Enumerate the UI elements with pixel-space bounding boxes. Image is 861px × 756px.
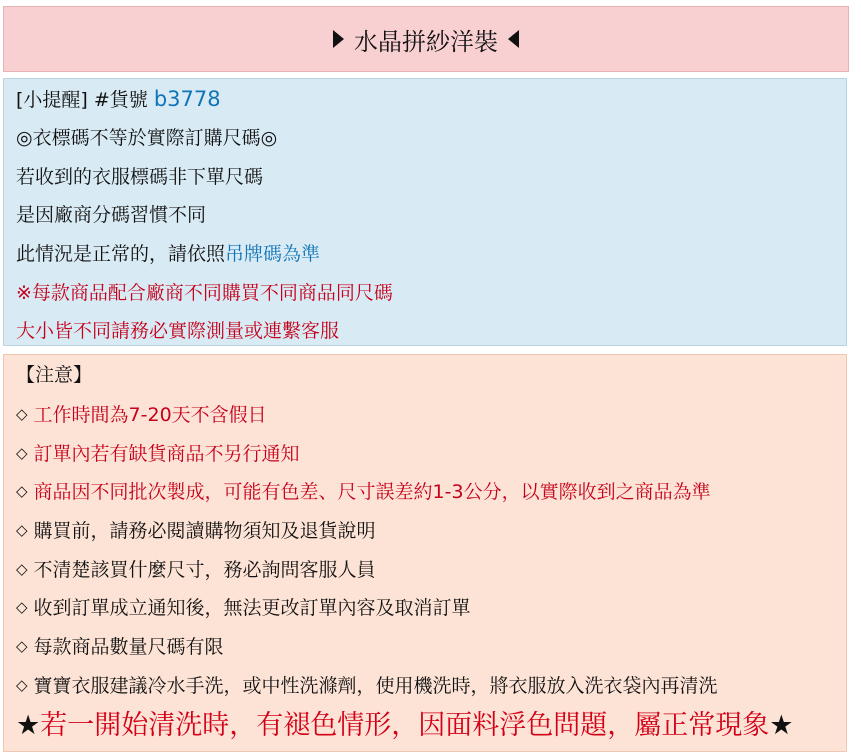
diamond-bullet-icon: ◇ — [16, 637, 28, 655]
notice-item: ◇ 每款商品數量尺碼有限 — [16, 636, 224, 658]
notice-item: ◇ 訂單內若有缺貨商品不另行通知 — [16, 443, 300, 465]
washing-warning — [16, 709, 793, 743]
triangle-left-icon — [508, 30, 519, 48]
tips-line-4 — [16, 242, 320, 266]
diamond-bullet-icon: ◇ — [16, 676, 28, 694]
diamond-bullet-icon: ◇ — [16, 560, 28, 578]
diamond-bullet-icon: ◇ — [16, 444, 28, 462]
notice-item: ◇ 購買前，請務必閱讀購物須知及退貨說明 — [16, 520, 376, 542]
tips-line-6: 大小皆不同請務必實際測量或連繫客服 — [16, 320, 340, 342]
notice-item: ◇ 不清楚該買什麼尺寸，務必詢問客服人員 — [16, 559, 376, 581]
notice-heading: 【注意】 — [16, 364, 93, 386]
notice-panel — [3, 354, 847, 752]
notice-item: ◇ 收到訂單成立通知後，無法更改訂單內容及取消訂單 — [16, 597, 471, 619]
tips-line-3: 是因廠商分碼習慣不同 — [16, 204, 207, 226]
diamond-bullet-icon: ◇ — [16, 598, 28, 616]
product-title: 水晶拼紗洋裝 — [354, 27, 498, 56]
tips-line-1: ◎衣標碼不等於實際訂購尺碼◎ — [16, 127, 278, 149]
title-banner — [3, 6, 849, 72]
diamond-bullet-icon: ◇ — [16, 405, 28, 423]
warning-text: 若一開始清洗時，有褪色情形，因面料浮色問題，屬正常現象 — [40, 710, 770, 741]
diamond-bullet-icon: ◇ — [16, 521, 28, 539]
tips-panel — [3, 78, 847, 346]
notice-item: ◇ 寶寶衣服建議冷水手洗，或中性洗滌劑，使用機洗時，將衣服放入洗衣袋內再清洗 — [16, 675, 718, 697]
tips-line-2: 若收到的衣服標碼非下單尺碼 — [16, 166, 264, 188]
star-icon: ★ — [769, 710, 794, 741]
tips-label-line — [16, 87, 221, 112]
diamond-bullet-icon: ◇ — [16, 482, 28, 500]
tips-line-4-highlight: 吊牌碼為準 — [225, 243, 321, 265]
star-icon: ★ — [16, 710, 41, 741]
notice-item: ◇ 工作時間為7-20天不含假日 — [16, 404, 267, 426]
tips-line-5: ※每款商品配合廠商不同購買不同商品同尺碼 — [16, 282, 393, 304]
triangle-right-icon — [333, 30, 344, 48]
notice-item: ◇ 商品因不同批次製成，可能有色差、尺寸誤差約1-3公分，以實際收到之商品為準 — [16, 481, 711, 503]
product-code: b3778 — [153, 87, 221, 111]
tips-line-4-prefix: 此情況是正常的，請依照 — [16, 243, 226, 265]
tips-label: [小提醒] #貨號 — [16, 89, 148, 111]
